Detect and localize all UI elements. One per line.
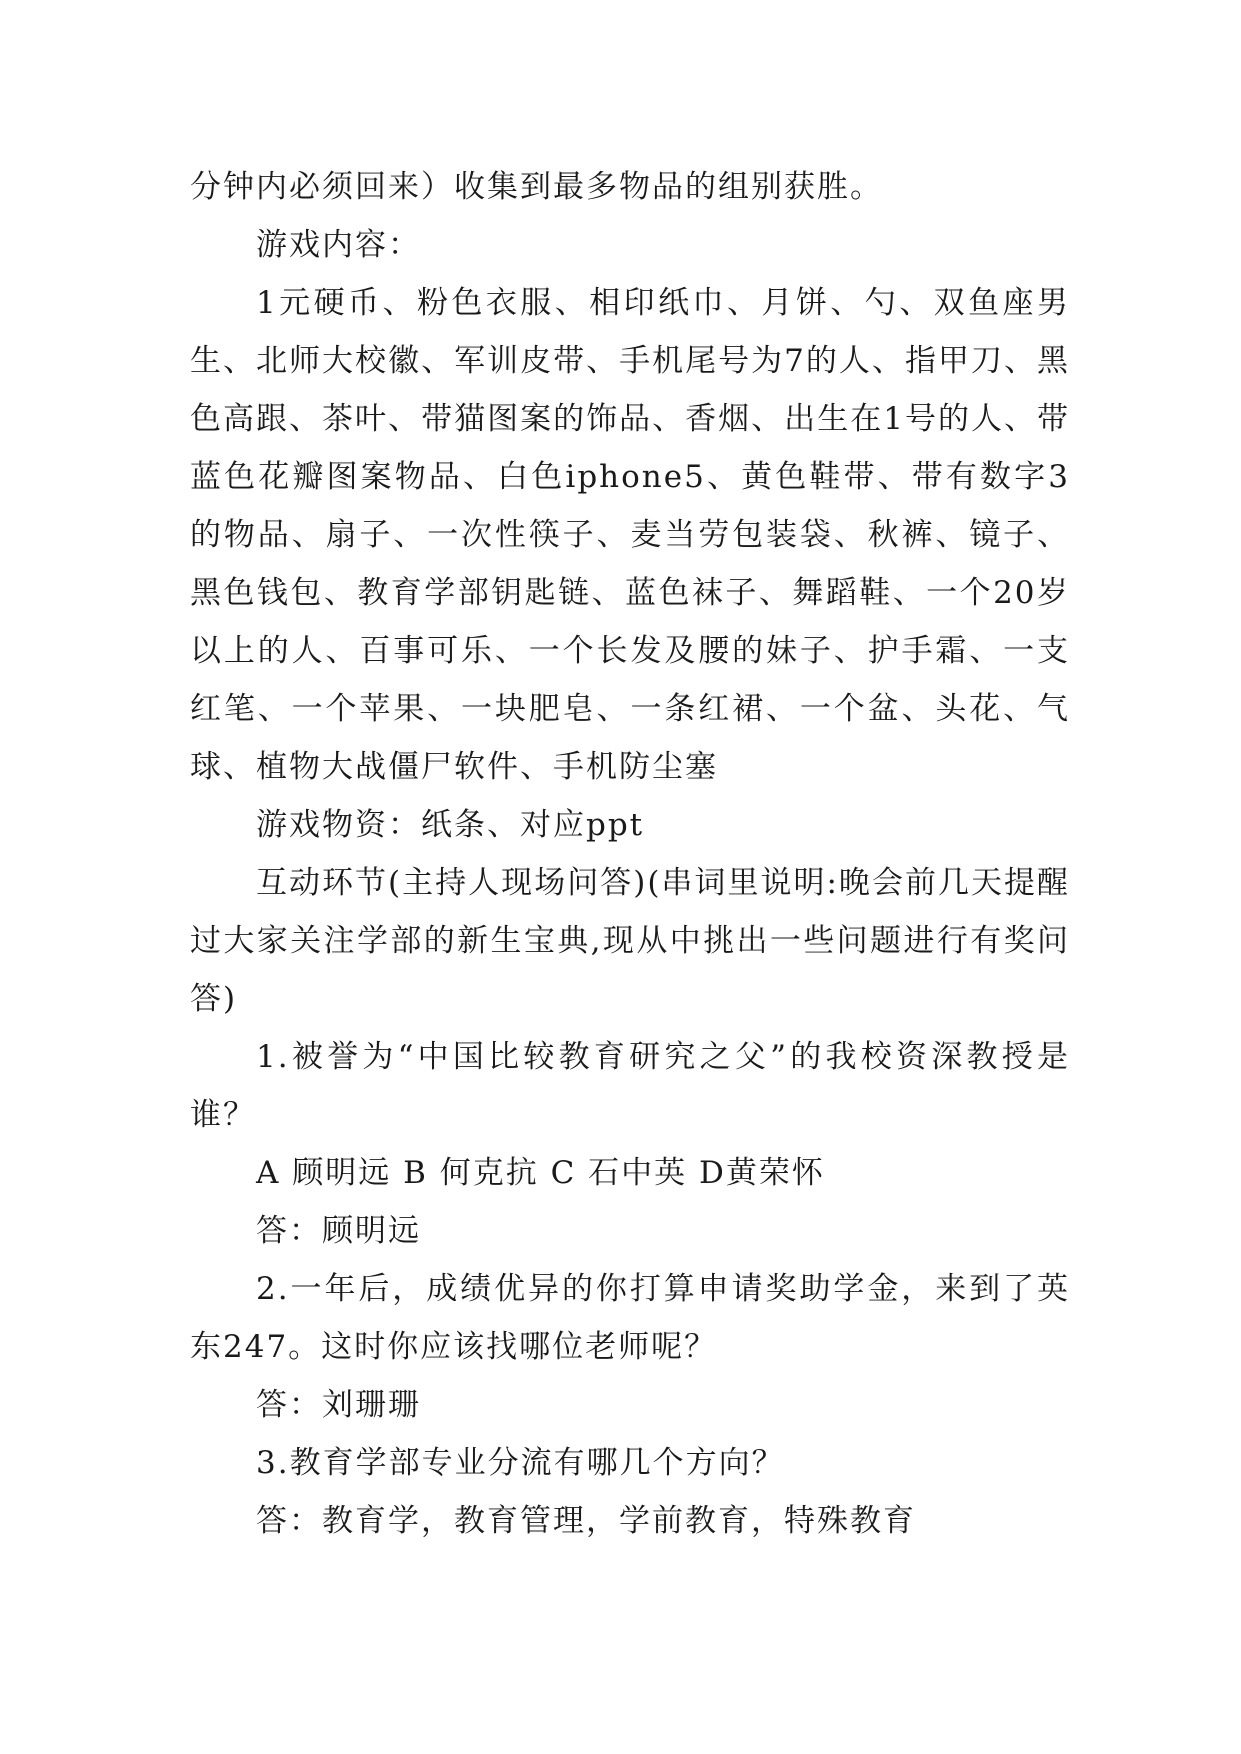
answer-3: 答：教育学，教育管理，学前教育，特殊教育 — [256, 1503, 916, 1539]
question-3: 3.教育学部专业分流有哪几个方向？ — [256, 1445, 785, 1481]
question-1: 1.被誉为“中国比较教育研究之父”的我校资深教授是谁？ — [190, 1039, 1070, 1133]
paragraph-continuation: 分钟内必须回来）收集到最多物品的组别获胜。 — [190, 169, 883, 205]
paragraph-interaction-intro: 互动环节(主持人现场问答)(串词里说明:晚会前几天提醒过大家关注学部的新生宝典,现从中挑出一些问题进行有奖问答) — [190, 865, 1070, 1017]
answer-1: 答：顾明远 — [256, 1213, 421, 1249]
paragraph-game-materials: 游戏物资：纸条、对应ppt — [256, 807, 645, 843]
answer-2: 答：刘珊珊 — [256, 1387, 421, 1423]
paragraph-item-list: 1元硬币、粉色衣服、相印纸巾、月饼、勺、双鱼座男生、北师大校徽、军训皮带、手机尾号为7的人、指甲刀、黑色高跟、茶叶、带猫图案的饰品、香烟、出生在1号的人、带蓝色花瓣图案物品、白色iphone5、黄色鞋带、带有数字3的物品、扇子、一次性筷子、麦当劳包装袋、秋裤、镜子、黑色钱包、教育学部钥匙链、蓝色袜子、舞蹈鞋、一个20岁以上的人、百事可乐、一个长发及腰的妹子、护手霜、一支红笔、一个苹果、一块肥皂、一条红裙、一个盆、头花、气球、植物大战僵尸软件、手机防尘塞 — [190, 285, 1070, 785]
document-body — [190, 158, 1070, 1550]
question-2: 2.一年后，成绩优异的你打算申请奖助学金，来到了英东247。这时你应该找哪位老师呢？ — [190, 1271, 1070, 1365]
question-1-options: A 顾明远 B 何克抗 C 石中英 D黄荣怀 — [256, 1155, 825, 1191]
paragraph-game-content-heading: 游戏内容： — [256, 227, 421, 263]
